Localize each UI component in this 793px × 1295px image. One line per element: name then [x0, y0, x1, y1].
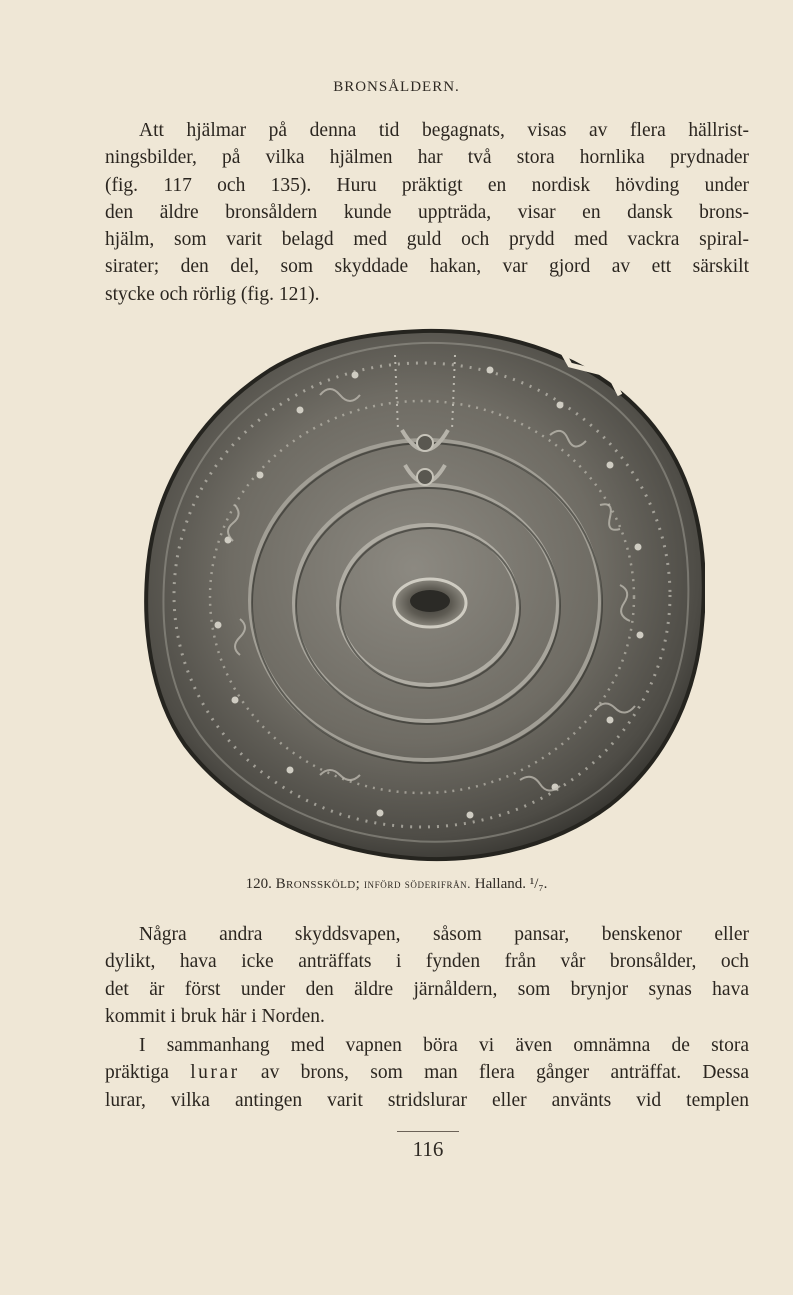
text-line: det är först under den äldre järnåldern, som brynjor synas hava: [105, 978, 749, 1000]
caption-scale: ¹/₇.: [529, 876, 548, 892]
text-line: (fig. 117 och 135). Huru präktigt en nordisk hövding under: [105, 174, 749, 196]
text-line: hjälm, som varit belagd med guld och prydd med vackra spiral-: [105, 229, 749, 251]
caption-place: Halland.: [474, 876, 526, 892]
bronze-shield-image: [140, 325, 705, 865]
text-line: kommit i bruk här i Norden.: [105, 1005, 325, 1027]
text-line: Några andra skyddsvapen, såsom pansar, benskenor eller: [139, 924, 749, 945]
text-line: Att hjälmar på denna tid begagnats, visas av flera hällrist-: [139, 120, 749, 141]
paragraph-helmets: [105, 117, 749, 308]
emphasized-word: lurar: [190, 1062, 240, 1084]
caption-subtitle: införd söderifrån.: [363, 877, 472, 891]
figure-caption: [0, 876, 793, 893]
text-line: lurar, vilka antingen varit stridslurar eller använts vid templen: [105, 1089, 749, 1111]
text-fragment: präktiga: [105, 1062, 191, 1084]
text-line: I sammanhang med vapnen böra vi även omnämna de stora: [139, 1035, 749, 1056]
text-line: ningsbilder, på vilka hjälmen har två stora hornlika prydnader: [105, 147, 749, 169]
text-line: [105, 1059, 749, 1086]
footer-rule: [397, 1131, 459, 1132]
text-line: sirater; den del, som skyddade hakan, var gjord av ett särskilt: [105, 256, 749, 278]
text-line: den äldre bronsåldern kunde uppträda, visar en dansk brons-: [105, 201, 749, 223]
paragraph-lurs: [105, 1032, 749, 1114]
caption-title: Bronssköld;: [275, 876, 361, 892]
paragraph-armor: [105, 921, 749, 1030]
text-fragment: av brons, som man flera gånger anträffat. Dessa: [239, 1062, 749, 1084]
running-head: BRONSÅLDERN.: [333, 79, 460, 95]
text-line: stycke och rörlig (fig. 121).: [105, 283, 320, 305]
page-number: 116: [412, 1137, 444, 1161]
text-line: dylikt, hava icke anträffats i fynden från vår bronsålder, och: [105, 951, 749, 973]
caption-number: 120.: [245, 876, 272, 892]
